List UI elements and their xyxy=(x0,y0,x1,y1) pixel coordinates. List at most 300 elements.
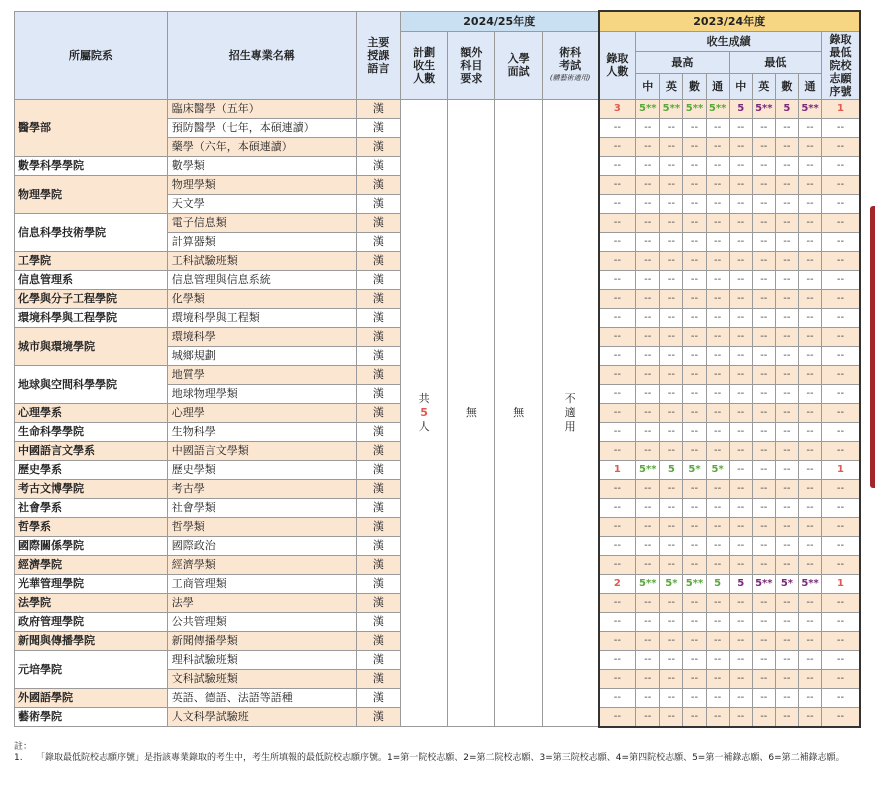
highest-grade-cell: -- xyxy=(706,631,729,650)
language-cell: 漢 xyxy=(356,346,400,365)
highest-grade-cell: -- xyxy=(706,232,729,251)
subject-liberal: 通 xyxy=(798,73,821,99)
admitted-cell: 2 xyxy=(599,574,636,593)
programme-cell: 文科試驗班類 xyxy=(167,669,356,688)
highest-grade-cell: 5* xyxy=(683,460,706,479)
highest-grade-cell: 5 xyxy=(660,460,683,479)
header-lowest: 最低 xyxy=(729,51,821,73)
highest-grade-cell: -- xyxy=(683,536,706,555)
highest-grade-cell: -- xyxy=(706,688,729,707)
admitted-cell: -- xyxy=(599,631,636,650)
highest-grade-cell: -- xyxy=(683,232,706,251)
lowest-grade-cell: -- xyxy=(798,251,821,270)
lowest-grade-cell: -- xyxy=(798,498,821,517)
highest-grade-cell: -- xyxy=(660,536,683,555)
highest-grade-cell: -- xyxy=(660,612,683,631)
lowest-grade-cell: -- xyxy=(798,327,821,346)
highest-grade-cell: -- xyxy=(636,688,660,707)
highest-grade-cell: -- xyxy=(636,422,660,441)
language-cell: 漢 xyxy=(356,441,400,460)
language-cell: 漢 xyxy=(356,669,400,688)
header-interview: 入學 面試 xyxy=(495,31,542,99)
language-cell: 漢 xyxy=(356,213,400,232)
highest-grade-cell: -- xyxy=(636,213,660,232)
lowest-grade-cell: -- xyxy=(752,327,775,346)
highest-grade-cell: 5* xyxy=(706,460,729,479)
highest-grade-cell: -- xyxy=(683,365,706,384)
department-cell: 新聞與傳播學院 xyxy=(15,631,168,650)
admitted-cell: -- xyxy=(599,175,636,194)
lowest-grade-cell: -- xyxy=(798,403,821,422)
department-cell: 物理學院 xyxy=(15,175,168,213)
language-cell: 漢 xyxy=(356,156,400,175)
admitted-cell: -- xyxy=(599,327,636,346)
language-cell: 漢 xyxy=(356,308,400,327)
highest-grade-cell: -- xyxy=(636,156,660,175)
admitted-cell: -- xyxy=(599,346,636,365)
language-cell: 漢 xyxy=(356,194,400,213)
highest-grade-cell: -- xyxy=(683,631,706,650)
programme-cell: 公共管理類 xyxy=(167,612,356,631)
lowest-grade-cell: -- xyxy=(775,441,798,460)
lowest-choice-cell: -- xyxy=(822,194,860,213)
highest-grade-cell: -- xyxy=(683,555,706,574)
department-cell: 環境科學與工程學院 xyxy=(15,308,168,327)
lowest-grade-cell: -- xyxy=(775,517,798,536)
lowest-grade-cell: -- xyxy=(752,194,775,213)
highest-grade-cell: -- xyxy=(660,384,683,403)
highest-grade-cell: -- xyxy=(660,346,683,365)
programme-cell: 信息管理與信息系統 xyxy=(167,270,356,289)
lowest-choice-cell: -- xyxy=(822,555,860,574)
programme-cell: 英語、德語、法語等語種 xyxy=(167,688,356,707)
header-department: 所屬院系 xyxy=(15,11,168,99)
admitted-cell: -- xyxy=(599,422,636,441)
programme-cell: 環境科學與工程類 xyxy=(167,308,356,327)
admission-table xyxy=(14,10,861,728)
lowest-grade-cell: -- xyxy=(798,650,821,669)
header-programme: 招生專業名稱 xyxy=(167,11,356,99)
header-year-prev: 2023/24年度 xyxy=(599,11,861,31)
highest-grade-cell: 5** xyxy=(636,460,660,479)
lowest-grade-cell: -- xyxy=(752,137,775,156)
highest-grade-cell: -- xyxy=(706,365,729,384)
lowest-grade-cell: -- xyxy=(752,631,775,650)
programme-cell: 數學類 xyxy=(167,156,356,175)
admitted-cell: -- xyxy=(599,441,636,460)
department-cell: 國際關係學院 xyxy=(15,536,168,555)
highest-grade-cell: -- xyxy=(683,327,706,346)
lowest-grade-cell: -- xyxy=(729,156,752,175)
header-lowest-choice: 錄取 最低 院校 志願 序號 xyxy=(822,31,860,99)
language-cell: 漢 xyxy=(356,688,400,707)
interview-merged-cell: 無 xyxy=(495,99,542,727)
language-cell: 漢 xyxy=(356,403,400,422)
highest-grade-cell: -- xyxy=(706,346,729,365)
language-cell: 漢 xyxy=(356,289,400,308)
lowest-grade-cell: -- xyxy=(775,536,798,555)
highest-grade-cell: -- xyxy=(636,308,660,327)
lowest-grade-cell: -- xyxy=(798,175,821,194)
lowest-grade-cell: -- xyxy=(752,555,775,574)
lowest-grade-cell: -- xyxy=(729,555,752,574)
highest-grade-cell: -- xyxy=(660,194,683,213)
lowest-grade-cell: -- xyxy=(775,707,798,727)
header-quota: 計劃 收生 人數 xyxy=(401,31,448,99)
lowest-grade-cell: -- xyxy=(729,688,752,707)
lowest-grade-cell: -- xyxy=(752,213,775,232)
lowest-grade-cell: -- xyxy=(752,156,775,175)
department-cell: 考古文博學院 xyxy=(15,479,168,498)
highest-grade-cell: -- xyxy=(636,536,660,555)
lowest-grade-cell: -- xyxy=(798,517,821,536)
lowest-grade-cell: -- xyxy=(729,289,752,308)
lowest-grade-cell: -- xyxy=(798,479,821,498)
language-cell: 漢 xyxy=(356,707,400,727)
lowest-grade-cell: -- xyxy=(775,631,798,650)
lowest-grade-cell: -- xyxy=(775,460,798,479)
admitted-cell: -- xyxy=(599,555,636,574)
highest-grade-cell: -- xyxy=(660,232,683,251)
lowest-grade-cell: -- xyxy=(775,479,798,498)
programme-cell: 地球物理學類 xyxy=(167,384,356,403)
admitted-cell: -- xyxy=(599,156,636,175)
lowest-choice-cell: -- xyxy=(822,384,860,403)
department-cell: 生命科學學院 xyxy=(15,422,168,441)
highest-grade-cell: -- xyxy=(660,365,683,384)
department-cell: 藝術學院 xyxy=(15,707,168,727)
lowest-choice-cell: -- xyxy=(822,517,860,536)
highest-grade-cell: -- xyxy=(706,308,729,327)
lowest-grade-cell: -- xyxy=(729,631,752,650)
lowest-grade-cell: -- xyxy=(729,612,752,631)
lowest-grade-cell: -- xyxy=(798,156,821,175)
highest-grade-cell: -- xyxy=(660,403,683,422)
lowest-grade-cell: 5 xyxy=(775,99,798,118)
highest-grade-cell: -- xyxy=(683,308,706,327)
highest-grade-cell: -- xyxy=(636,137,660,156)
department-cell: 元培學院 xyxy=(15,650,168,688)
department-cell: 醫學部 xyxy=(15,99,168,156)
highest-grade-cell: -- xyxy=(636,707,660,727)
lowest-grade-cell: -- xyxy=(775,422,798,441)
department-cell: 信息管理系 xyxy=(15,270,168,289)
language-cell: 漢 xyxy=(356,384,400,403)
department-cell: 哲學系 xyxy=(15,517,168,536)
highest-grade-cell: -- xyxy=(636,346,660,365)
highest-grade-cell: -- xyxy=(683,194,706,213)
admitted-cell: -- xyxy=(599,688,636,707)
lowest-grade-cell: 5 xyxy=(729,574,752,593)
highest-grade-cell: -- xyxy=(636,498,660,517)
highest-grade-cell: -- xyxy=(683,422,706,441)
lowest-grade-cell: -- xyxy=(752,688,775,707)
admitted-cell: -- xyxy=(599,479,636,498)
lowest-grade-cell: -- xyxy=(752,403,775,422)
language-cell: 漢 xyxy=(356,175,400,194)
highest-grade-cell: -- xyxy=(660,156,683,175)
programme-cell: 生物科學 xyxy=(167,422,356,441)
highest-grade-cell: -- xyxy=(706,669,729,688)
lowest-grade-cell: -- xyxy=(775,650,798,669)
admitted-cell: -- xyxy=(599,118,636,137)
lowest-choice-cell: -- xyxy=(822,707,860,727)
lowest-grade-cell: -- xyxy=(798,308,821,327)
table-header xyxy=(15,11,861,99)
highest-grade-cell: -- xyxy=(706,612,729,631)
lowest-grade-cell: -- xyxy=(729,118,752,137)
header-skill: 術科 考試 (體藝術適用) xyxy=(542,31,598,99)
table-body xyxy=(15,99,861,727)
lowest-grade-cell: -- xyxy=(729,669,752,688)
language-cell: 漢 xyxy=(356,422,400,441)
lowest-grade-cell: -- xyxy=(752,460,775,479)
highest-grade-cell: -- xyxy=(660,707,683,727)
lowest-choice-cell: -- xyxy=(822,422,860,441)
department-cell: 化學與分子工程學院 xyxy=(15,289,168,308)
department-cell: 外國語學院 xyxy=(15,688,168,707)
subject-liberal: 通 xyxy=(706,73,729,99)
lowest-grade-cell: -- xyxy=(729,308,752,327)
highest-grade-cell: -- xyxy=(706,422,729,441)
lowest-grade-cell: -- xyxy=(729,536,752,555)
lowest-grade-cell: -- xyxy=(752,479,775,498)
admitted-cell: -- xyxy=(599,593,636,612)
lowest-grade-cell: -- xyxy=(775,384,798,403)
highest-grade-cell: -- xyxy=(706,175,729,194)
programme-cell: 藥學（六年，本碩連讀） xyxy=(167,137,356,156)
highest-grade-cell: -- xyxy=(683,669,706,688)
note-text: 「錄取最低院校志願序號」是指該專業錄取的考生中，考生所填報的最低院校志願序號。1=第一院校志願、2=第二院校志願、3=第三院校志願、4=第四院校志願、5=第一補錄志願、6=第二補錄志願。 xyxy=(36,753,845,763)
lowest-grade-cell: -- xyxy=(798,631,821,650)
lowest-grade-cell: -- xyxy=(729,175,752,194)
department-cell: 社會學系 xyxy=(15,498,168,517)
extra-merged-cell: 無 xyxy=(448,99,495,727)
language-cell: 漢 xyxy=(356,612,400,631)
language-cell: 漢 xyxy=(356,498,400,517)
highest-grade-cell: -- xyxy=(683,707,706,727)
lowest-grade-cell: -- xyxy=(798,270,821,289)
lowest-choice-cell: -- xyxy=(822,308,860,327)
lowest-grade-cell: -- xyxy=(775,175,798,194)
lowest-grade-cell: -- xyxy=(798,346,821,365)
lowest-grade-cell: -- xyxy=(798,118,821,137)
admitted-cell: -- xyxy=(599,384,636,403)
lowest-choice-cell: 1 xyxy=(822,574,860,593)
header-admitted: 錄取 人數 xyxy=(599,31,636,99)
lowest-choice-cell: -- xyxy=(822,232,860,251)
lowest-grade-cell: -- xyxy=(752,536,775,555)
lowest-grade-cell: -- xyxy=(775,612,798,631)
highest-grade-cell: -- xyxy=(706,593,729,612)
highest-grade-cell: -- xyxy=(636,194,660,213)
lowest-grade-cell: -- xyxy=(729,346,752,365)
lowest-grade-cell: -- xyxy=(798,213,821,232)
highest-grade-cell: -- xyxy=(636,669,660,688)
highest-grade-cell: -- xyxy=(706,384,729,403)
lowest-grade-cell: 5* xyxy=(775,574,798,593)
lowest-grade-cell: -- xyxy=(775,688,798,707)
highest-grade-cell: 5 xyxy=(706,574,729,593)
header-language: 主要 授課 語言 xyxy=(356,11,400,99)
department-cell: 經濟學院 xyxy=(15,555,168,574)
language-cell: 漢 xyxy=(356,593,400,612)
lowest-choice-cell: -- xyxy=(822,346,860,365)
lowest-grade-cell: -- xyxy=(775,251,798,270)
highest-grade-cell: 5** xyxy=(660,99,683,118)
header-results: 收生成績 xyxy=(636,31,822,51)
lowest-grade-cell: -- xyxy=(752,270,775,289)
lowest-grade-cell: -- xyxy=(729,593,752,612)
programme-cell: 工科試驗班類 xyxy=(167,251,356,270)
lowest-grade-cell: -- xyxy=(752,612,775,631)
lowest-grade-cell: -- xyxy=(752,118,775,137)
highest-grade-cell: -- xyxy=(636,175,660,194)
admitted-cell: 3 xyxy=(599,99,636,118)
highest-grade-cell: -- xyxy=(706,536,729,555)
lowest-grade-cell: -- xyxy=(752,232,775,251)
admitted-cell: -- xyxy=(599,536,636,555)
lowest-grade-cell: 5 xyxy=(729,99,752,118)
highest-grade-cell: -- xyxy=(660,422,683,441)
lowest-grade-cell: -- xyxy=(775,555,798,574)
quota-merged-cell: 共 5 人 xyxy=(401,99,448,727)
highest-grade-cell: -- xyxy=(706,650,729,669)
programme-cell: 理科試驗班類 xyxy=(167,650,356,669)
highest-grade-cell: -- xyxy=(660,118,683,137)
lowest-grade-cell: -- xyxy=(752,346,775,365)
language-cell: 漢 xyxy=(356,536,400,555)
lowest-grade-cell: -- xyxy=(775,156,798,175)
admitted-cell: -- xyxy=(599,498,636,517)
lowest-grade-cell: -- xyxy=(798,460,821,479)
table-row xyxy=(15,99,861,118)
programme-cell: 經濟學類 xyxy=(167,555,356,574)
highest-grade-cell: -- xyxy=(636,631,660,650)
lowest-grade-cell: -- xyxy=(752,593,775,612)
highest-grade-cell: 5** xyxy=(683,99,706,118)
highest-grade-cell: -- xyxy=(636,479,660,498)
lowest-choice-cell: -- xyxy=(822,118,860,137)
highest-grade-cell: -- xyxy=(683,479,706,498)
highest-grade-cell: -- xyxy=(683,118,706,137)
lowest-grade-cell: -- xyxy=(752,289,775,308)
programme-cell: 社會學類 xyxy=(167,498,356,517)
lowest-grade-cell: -- xyxy=(798,289,821,308)
lowest-grade-cell: -- xyxy=(752,650,775,669)
admitted-cell: -- xyxy=(599,365,636,384)
highest-grade-cell: 5** xyxy=(683,574,706,593)
lowest-grade-cell: -- xyxy=(729,498,752,517)
lowest-grade-cell: -- xyxy=(752,384,775,403)
highest-grade-cell: -- xyxy=(706,118,729,137)
highest-grade-cell: -- xyxy=(660,289,683,308)
subject-english: 英 xyxy=(752,73,775,99)
lowest-grade-cell: -- xyxy=(752,365,775,384)
lowest-grade-cell: -- xyxy=(729,232,752,251)
lowest-grade-cell: -- xyxy=(729,194,752,213)
highest-grade-cell: -- xyxy=(636,384,660,403)
highest-grade-cell: -- xyxy=(636,593,660,612)
lowest-grade-cell: -- xyxy=(729,137,752,156)
programme-cell: 法學 xyxy=(167,593,356,612)
admitted-cell: -- xyxy=(599,308,636,327)
programme-cell: 國際政治 xyxy=(167,536,356,555)
highest-grade-cell: -- xyxy=(636,251,660,270)
department-cell: 光華管理學院 xyxy=(15,574,168,593)
lowest-grade-cell: 5** xyxy=(752,574,775,593)
lowest-grade-cell: -- xyxy=(729,460,752,479)
lowest-grade-cell: -- xyxy=(798,593,821,612)
admitted-cell: -- xyxy=(599,669,636,688)
lowest-choice-cell: -- xyxy=(822,213,860,232)
language-cell: 漢 xyxy=(356,555,400,574)
lowest-grade-cell: -- xyxy=(729,270,752,289)
highest-grade-cell: -- xyxy=(683,384,706,403)
language-cell: 漢 xyxy=(356,460,400,479)
admitted-cell: -- xyxy=(599,232,636,251)
note-number: 1. xyxy=(14,753,23,763)
highest-grade-cell: -- xyxy=(706,137,729,156)
lowest-grade-cell: -- xyxy=(775,346,798,365)
lowest-grade-cell: -- xyxy=(729,327,752,346)
department-cell: 政府管理學院 xyxy=(15,612,168,631)
programme-cell: 哲學類 xyxy=(167,517,356,536)
highest-grade-cell: -- xyxy=(660,308,683,327)
programme-cell: 預防醫學（七年，本碩連讀） xyxy=(167,118,356,137)
highest-grade-cell: -- xyxy=(706,479,729,498)
lowest-choice-cell: -- xyxy=(822,498,860,517)
language-cell: 漢 xyxy=(356,631,400,650)
lowest-choice-cell: -- xyxy=(822,137,860,156)
lowest-choice-cell: -- xyxy=(822,688,860,707)
lowest-grade-cell: -- xyxy=(775,137,798,156)
notes-section xyxy=(14,742,864,764)
admitted-cell: -- xyxy=(599,137,636,156)
language-cell: 漢 xyxy=(356,365,400,384)
admitted-cell: -- xyxy=(599,194,636,213)
admitted-cell: -- xyxy=(599,270,636,289)
lowest-grade-cell: -- xyxy=(729,422,752,441)
lowest-grade-cell: -- xyxy=(729,403,752,422)
subject-chinese: 中 xyxy=(729,73,752,99)
highest-grade-cell: -- xyxy=(660,555,683,574)
note-item xyxy=(14,753,864,764)
highest-grade-cell: -- xyxy=(660,517,683,536)
highest-grade-cell: -- xyxy=(636,232,660,251)
highest-grade-cell: -- xyxy=(660,669,683,688)
department-cell: 數學科學學院 xyxy=(15,156,168,175)
programme-cell: 考古學 xyxy=(167,479,356,498)
lowest-grade-cell: -- xyxy=(729,707,752,727)
highest-grade-cell: -- xyxy=(636,289,660,308)
subject-math: 數 xyxy=(683,73,706,99)
lowest-grade-cell: -- xyxy=(775,593,798,612)
lowest-choice-cell: -- xyxy=(822,403,860,422)
lowest-grade-cell: -- xyxy=(775,289,798,308)
programme-cell: 工商管理類 xyxy=(167,574,356,593)
lowest-grade-cell: -- xyxy=(729,251,752,270)
admitted-cell: -- xyxy=(599,517,636,536)
lowest-grade-cell: -- xyxy=(729,517,752,536)
header-extra: 額外 科目 要求 xyxy=(448,31,495,99)
lowest-choice-cell: -- xyxy=(822,631,860,650)
lowest-grade-cell: -- xyxy=(752,669,775,688)
department-cell: 城市與環境學院 xyxy=(15,327,168,365)
highest-grade-cell: -- xyxy=(636,327,660,346)
language-cell: 漢 xyxy=(356,137,400,156)
programme-cell: 新聞傳播學類 xyxy=(167,631,356,650)
